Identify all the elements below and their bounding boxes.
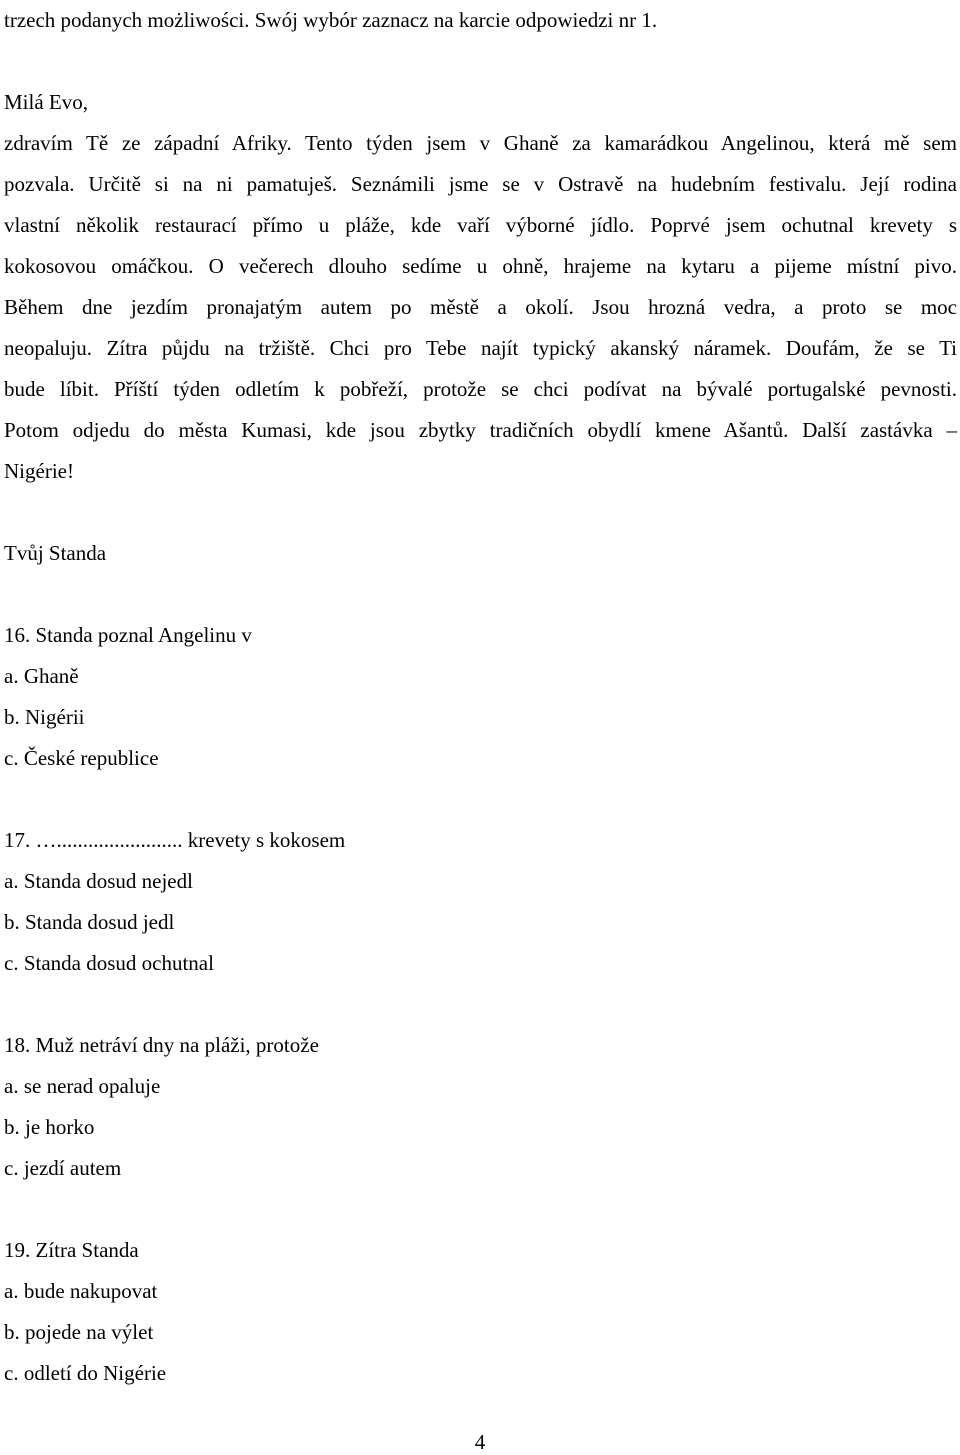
spacer (4, 492, 957, 533)
page-number: 4 (474, 1430, 486, 1454)
answer-option[interactable]: c. Standa dosud ochutnal (4, 951, 214, 975)
answer-option[interactable]: c. odletí do Nigérie (4, 1361, 167, 1385)
letter-line: kokosovou omáčkou. O večerech dlouho sedíme u ohně, hrajeme na kytaru a pijeme místní pivo. (4, 254, 957, 278)
spacer (4, 1189, 957, 1230)
answer-option[interactable]: b. Standa dosud jedl (4, 910, 175, 934)
question (4, 1025, 957, 1189)
question-stem: 16. Standa poznal Angelinu v (4, 623, 252, 647)
question-stem: 17. …........................ krevety s kokosem (4, 828, 346, 852)
letter-line: vlastní několik restaurací přímo u pláže, kde vaří výborné jídlo. Poprvé jsem ochutnal krevety s (4, 213, 957, 237)
question (4, 615, 957, 779)
answer-option[interactable]: b. pojede na výlet (4, 1320, 154, 1344)
question (4, 1230, 957, 1394)
question-stem: 18. Muž netráví dny na pláži, protože (4, 1033, 319, 1057)
spacer (4, 779, 957, 820)
instructions-text: trzech podanych możliwości. Swój wybór zaznacz na karcie odpowiedzi nr 1. (4, 8, 658, 32)
answer-option[interactable]: c. jezdí autem (4, 1156, 122, 1180)
answer-option[interactable]: a. Ghaně (4, 664, 79, 688)
question-stem: 19. Zítra Standa (4, 1238, 139, 1262)
letter-signature: Tvůj Standa (4, 541, 107, 565)
document-page (4, 0, 957, 1394)
letter-line: bude líbit. Příští týden odletím k pobřeží, protože se chci podívat na bývalé portugalské pevnosti. (4, 377, 957, 401)
spacer (4, 41, 957, 82)
answer-option[interactable]: a. Standa dosud nejedl (4, 869, 193, 893)
spacer (4, 984, 957, 1025)
question (4, 820, 957, 984)
answer-option[interactable]: a. bude nakupovat (4, 1279, 158, 1303)
letter-line: pozvala. Určitě si na ni pamatuješ. Seznámili jsme se v Ostravě na hudebním festivalu. Její rodina (4, 172, 957, 196)
spacer (4, 574, 957, 615)
answer-option[interactable]: b. Nigérii (4, 705, 85, 729)
letter-line: zdravím Tě ze západní Afriky. Tento týden jsem v Ghaně za kamarádkou Angelinou, která mě sem (4, 131, 957, 155)
answer-option[interactable]: a. se nerad opaluje (4, 1074, 161, 1098)
letter (4, 82, 957, 574)
letter-line: neopaluju. Zítra půjdu na tržiště. Chci pro Tebe najít typický akanský náramek. Doufám, že se Ti (4, 336, 957, 360)
answer-option[interactable]: b. je horko (4, 1115, 95, 1139)
answer-option[interactable]: c. České republice (4, 746, 159, 770)
letter-line: Potom odjedu do města Kumasi, kde jsou zbytky tradičních obydlí kmene Ašantů. Další zastávka – (4, 418, 957, 442)
letter-line: Během dne jezdím pronajatým autem po městě a okolí. Jsou hrozná vedra, a proto se moc (4, 295, 957, 319)
letter-salutation: Milá Evo, (4, 90, 88, 114)
letter-line: Nigérie! (4, 459, 74, 483)
